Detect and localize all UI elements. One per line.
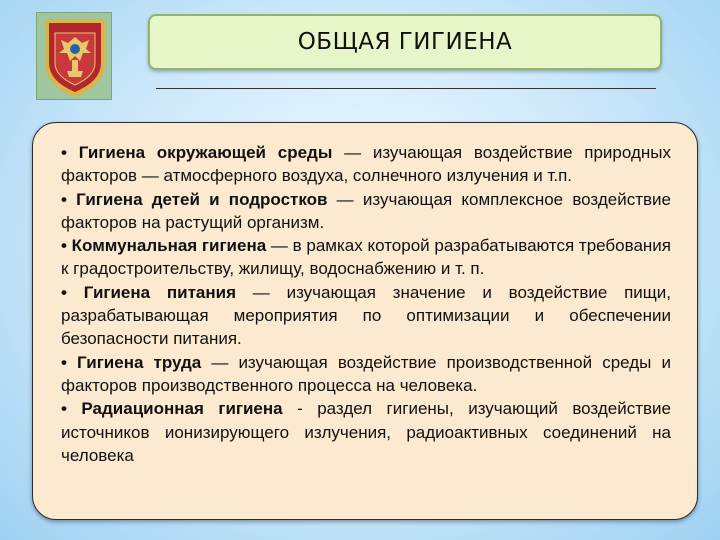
item-text: — изучающая значение и воздействие пищи, разрабатывающая мероприятия по оптимизации и обеспечении безопасности питания. <box>61 282 671 349</box>
item-text: - раздел гигиены, изучающий воздействие источников ионизирующего излучения, радиоактивных соединений на человека <box>61 399 671 465</box>
emblem-logo <box>36 12 112 100</box>
item-heading: • Гигиена окружающей среды <box>61 143 333 162</box>
list-item <box>61 141 671 188</box>
item-text: — в рамках которой разрабатываются требования к градостроительству, жилищу, водоснабжению и т. п. <box>61 236 672 279</box>
list-item <box>61 351 671 398</box>
title-banner <box>148 14 662 70</box>
item-heading: • Гигиена детей и подростков <box>61 189 328 209</box>
item-heading: • Гигиена труда <box>61 352 202 372</box>
list-item <box>61 281 671 351</box>
title-divider <box>156 88 656 89</box>
page-title: ОБЩАЯ ГИГИЕНА <box>297 29 513 55</box>
content-panel <box>32 122 698 520</box>
list-item <box>61 188 671 235</box>
item-heading: • Коммунальная гигиена <box>61 236 267 256</box>
item-heading: • Радиационная гигиена <box>61 399 283 419</box>
item-text: — изучающая воздействие производственной среды и факторов производственного процесса на человека. <box>61 352 671 395</box>
list-item <box>61 234 671 281</box>
item-heading: • Гигиена питания <box>61 282 237 302</box>
list-item <box>61 397 671 467</box>
item-text: — изучающая комплексное воздействие факторов на растущий организм. <box>61 189 671 232</box>
item-text: — изучающая воздействие природных факторов — атмосферного воздуха, солнечного излучения и т.п. <box>61 143 671 186</box>
shield-emblem-icon <box>37 13 113 101</box>
